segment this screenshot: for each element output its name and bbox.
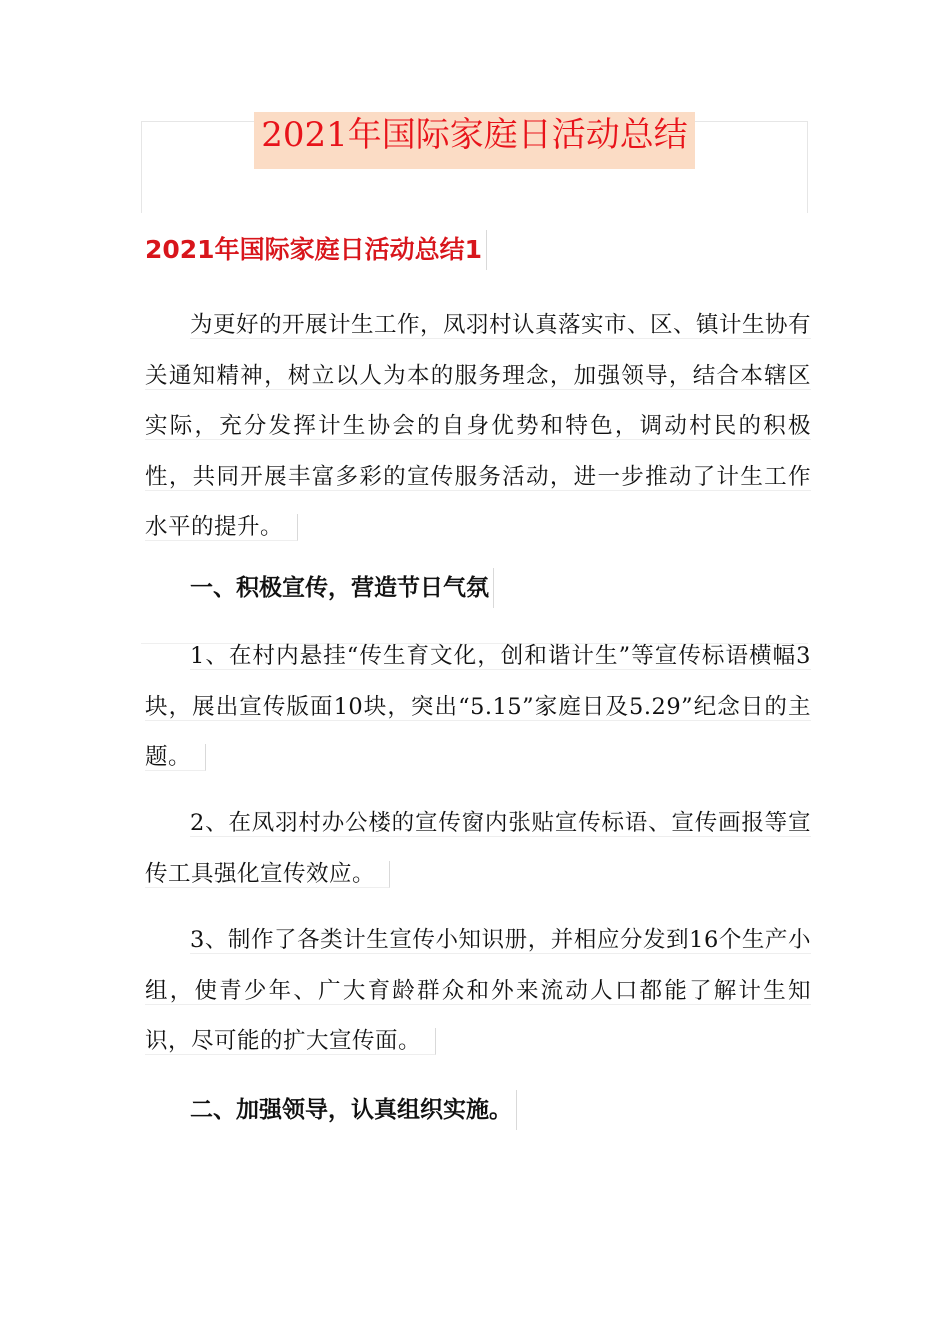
- heading-2: 二、加强领导，认真组织实施。: [190, 1090, 517, 1130]
- item-1-text: 1、在村内悬挂“传生育文化，创和谐计生”等宣传标语横幅3块，展出宣传版面10块，突出“5.15”家庭日及5.29”纪念日的主题。: [145, 643, 811, 770]
- item-1-paragraph: [145, 631, 811, 783]
- item-2-paragraph: [145, 798, 811, 899]
- document-title: 2021年国际家庭日活动总结: [261, 115, 688, 155]
- heading-1: 一、积极宣传，营造节日气氛: [190, 568, 494, 608]
- intro-text: 为更好的开展计生工作，凤羽村认真落实市、区、镇计生协有关通知精神，树立以人为本的服务理念，加强领导，结合本辖区实际，充分发挥计生协会的自身优势和特色，调动村民的积极性，共同开展丰富多彩的宣传服务活动，进一步推动了计生工作水平的提升。: [145, 312, 812, 540]
- section-title: 2021年国际家庭日活动总结1: [145, 230, 487, 270]
- intro-paragraph: [145, 300, 811, 553]
- item-2-text: 2、在凤羽村办公楼的宣传窗内张贴宣传标语、宣传画报等宣传工具强化宣传效应。: [145, 810, 811, 887]
- item-3-paragraph: [145, 915, 811, 1067]
- item-3-text: 3、制作了各类计生宣传小知识册，并相应分发到16个生产小组，使青少年、广大育龄群众和外来流动人口都能了解计生知识，尽可能的扩大宣传面。: [145, 927, 811, 1054]
